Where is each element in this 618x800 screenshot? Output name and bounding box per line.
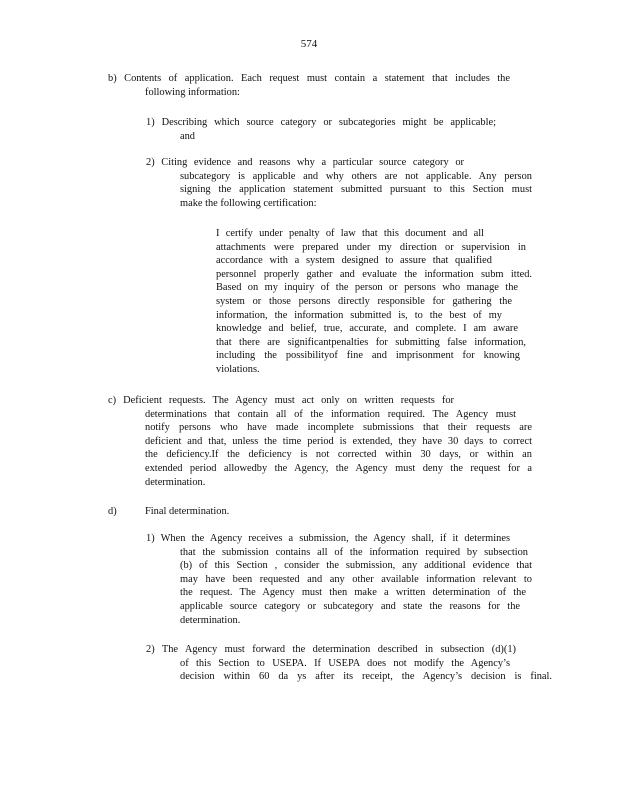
- section-b-line: following information:: [145, 86, 240, 98]
- certification-line: including the possibilityof fine and imprisonment for knowing: [216, 350, 520, 362]
- section-c-line: the deficiency.If the deficiency is not corrected within 30 days, or within an: [145, 449, 532, 461]
- section-c-line: c) Deficient requests. The Agency must act only on written requests for: [108, 395, 454, 406]
- section-b-paragraph: [108, 72, 510, 99]
- section-d-item-1: [146, 532, 532, 627]
- section-c-line: determinations that contain all of the information required. The Agency must: [145, 408, 516, 420]
- section-b-item-1: [146, 116, 496, 143]
- section-d-item-1-line: 1) When the Agency receives a submission, the Agency shall, if it determines: [146, 533, 510, 544]
- certification-statement: [216, 227, 532, 377]
- section-c-line: determination.: [145, 476, 206, 488]
- certification-line: attachments were prepared under my direction or supervision in: [216, 241, 526, 253]
- certification-line: Based on my inquiry of the person or persons who manage the: [216, 282, 518, 294]
- section-c-line: notify persons who have made incomplete submissions that their requests are: [145, 422, 532, 434]
- certification-line: system or those persons directly responsible for gathering the: [216, 295, 512, 307]
- section-b-item-2-line: 2) Citing evidence and reasons why a particular source category or: [146, 157, 464, 168]
- certification-line: I certify under penalty of law that this document and all: [216, 228, 484, 239]
- section-d-item-1-line: applicable source category or subcategory and state the reasons for the: [180, 600, 520, 612]
- section-c-paragraph: [108, 394, 532, 489]
- section-d-item-1-line: (b) of this Section , consider the submission, any additional evidence that: [180, 560, 532, 572]
- section-d-item-1-line: that the submission contains all of the information required by subsection: [180, 546, 528, 558]
- section-d-item-2-line: decision within 60 da ys after its receipt, the Agency’s decision is final.: [180, 671, 552, 683]
- section-b-item-2-line: subcategory is applicable and why others are not applicable. Any person: [180, 170, 532, 182]
- certification-line: personnel properly gather and evaluate the information subm itted.: [216, 268, 532, 280]
- certification-line: accordance with a system designed to assure that qualified: [216, 255, 492, 267]
- page-number: 574: [300, 38, 318, 50]
- section-b-item-2-line: make the following certification:: [180, 197, 317, 209]
- section-c-line: extended period allowedby the Agency, the Agency must deny the request for a: [145, 462, 532, 474]
- certification-line: information, the information submitted is, to the best of my: [216, 309, 502, 321]
- certification-line: knowledge and belief, true, accurate, and complete. I am aware: [216, 323, 518, 335]
- section-d-label: d): [108, 506, 117, 517]
- section-b-item-1-line: and: [180, 130, 196, 142]
- section-d-item-2-line: 2) The Agency must forward the determination described in subsection (d)(1): [146, 644, 516, 655]
- certification-line: violations.: [216, 363, 260, 375]
- section-d-title: Final determination.: [145, 506, 230, 517]
- section-b-item-1-line: 1) Describing which source category or subcategories might be applicable;: [146, 117, 496, 128]
- section-d-item-1-line: may have been requested and any other available information relevant to: [180, 573, 532, 585]
- section-d-item-1-line: determination.: [180, 614, 241, 626]
- certification-line: that there are significantpenalties for submitting false information,: [216, 336, 526, 348]
- section-d-item-2-line: of this Section to USEPA. If USEPA does not modify the Agency’s: [180, 657, 510, 669]
- section-b-item-2: [146, 156, 532, 210]
- section-d-item-2: [146, 643, 552, 684]
- section-b-item-2-line: signing the application statement submitted pursuant to this Section must: [180, 184, 532, 196]
- section-c-line: deficient and that, unless the time period is extended, they have 30 days to correct: [145, 435, 532, 447]
- section-b-line: b) Contents of application. Each request must contain a statement that includes the: [108, 73, 510, 84]
- section-d-item-1-line: the request. The Agency must then make a written determination of the: [180, 587, 526, 599]
